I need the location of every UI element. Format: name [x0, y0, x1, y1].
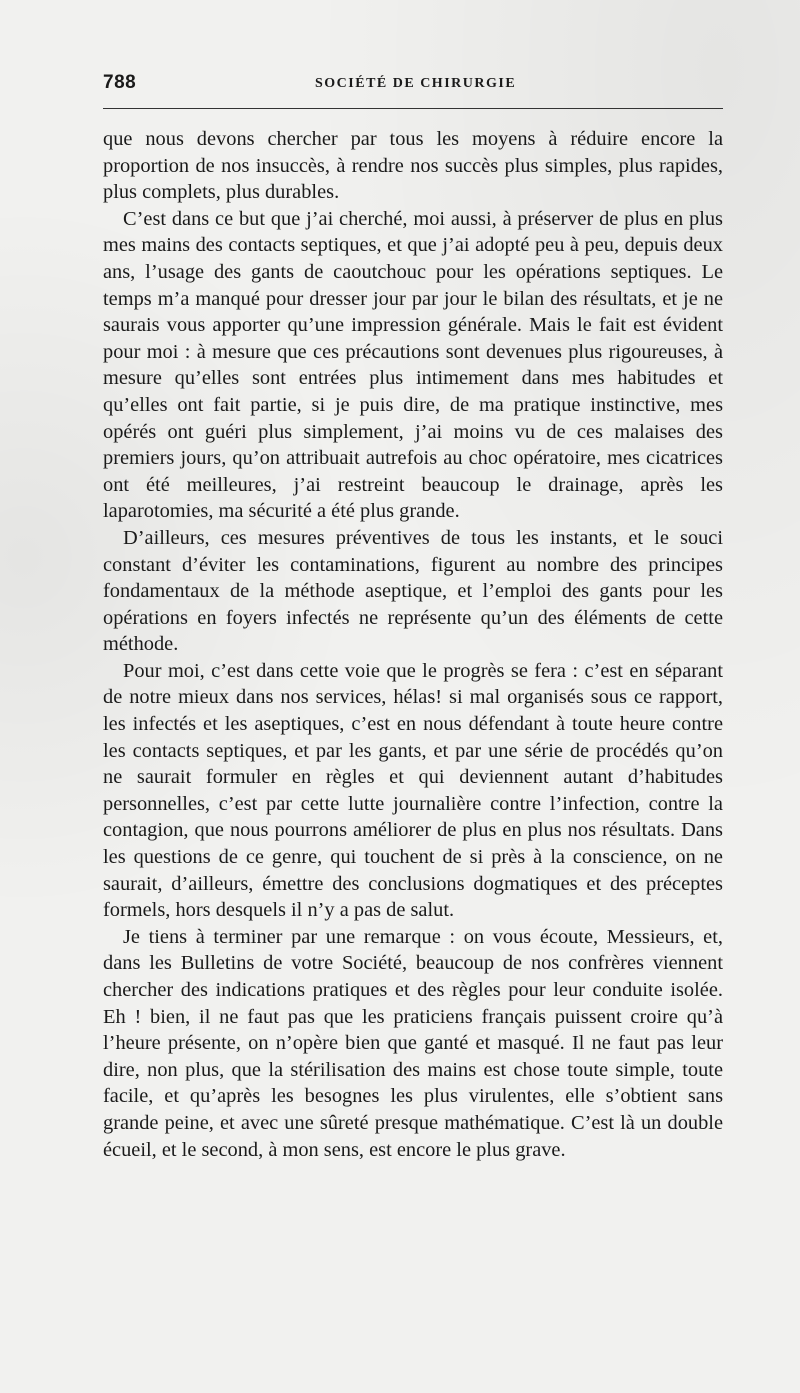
paragraph: D’ailleurs, ces mesures préventives de tous les instants, et le souci constant d’éviter les contaminations, figurent au nombre des principes fondamentaux de la méthode aseptique, et l’emploi des gants pour les opérations en foyers infectés ne représente qu’un des éléments de cette méthode. [103, 526, 723, 656]
running-title: SOCIÉTÉ DE CHIRURGIE [315, 76, 517, 91]
paragraph: C’est dans ce but que j’ai cherché, moi aussi, à préserver de plus en plus mes mains des contacts septiques, et que j’ai adopté peu à peu, depuis deux ans, l’usage des gants de caoutchouc pour les opérations septiques. Le temps m’a manqué pour dresser jour par jour le bilan des résultats, et je ne saurais vous apporter qu’une impression générale. Mais le fait est évident pour moi : à mesure que ces précautions sont devenues plus rigoureuses, à mesure qu’elles sont entrées plus intimement dans mes habitudes et qu’elles ont fait partie, si je puis dire, de ma pratique instinctive, mes opérés ont guéri plus simplement, j’ai moins vu de ces malaises des premiers jours, qu’on attribuait autrefois au choc opératoire, mes cicatrices ont été meilleures, j’ai restreint beaucoup le drainage, après les laparotomies, ma sécurité a été plus grande. [103, 207, 723, 523]
paragraph: Je tiens à terminer par une remarque : on vous écoute, Messieurs, et, dans les Bulletins de votre Société, beaucoup de nos confrères viennent chercher des indications pratiques et des règles pour leur conduite isolée. Eh ! bien, il ne faut pas que les praticiens français puissent croire qu’à l’heure présente, on n’opère bien que ganté et masqué. Il ne faut pas leur dire, non plus, que la stérilisation des mains est chose toute simple, toute facile, et qu’après les besognes les plus virulentes, elle s’obtient sans grande peine, et avec une sûreté presque mathématique. C’est là un double écueil, et le second, à mon sens, est encore le plus grave. [103, 925, 723, 1161]
page-number: 788 [103, 72, 137, 93]
paragraph-continued: que nous devons chercher par tous les moyens à réduire encore la proportion de nos insuccès, à rendre nos succès plus simples, plus rapides, plus complets, plus durables. [103, 128, 723, 204]
page-header [103, 68, 723, 100]
body-text [103, 126, 723, 1163]
header-rule [103, 108, 723, 109]
paragraph: Pour moi, c’est dans cette voie que le progrès se fera : c’est en séparant de notre mieux dans nos services, hélas! si mal organisés sous ce rapport, les infectés et les aseptiques, c’est en nous défendant à toute heure contre les contacts septiques, et par les gants, et par une série de procédés qu’on ne saurait formuler en règles et qui deviennent autant d’habitudes personnelles, c’est par cette lutte journalière contre l’infection, contre la contagion, que nous pourrons améliorer de plus en plus nos résultats. Dans les questions de ce genre, qui touchent de si près à la conscience, on ne saurait, d’ailleurs, émettre des conclusions dogmatiques et des préceptes formels, hors desquels il n’y a pas de salut. [103, 659, 723, 922]
